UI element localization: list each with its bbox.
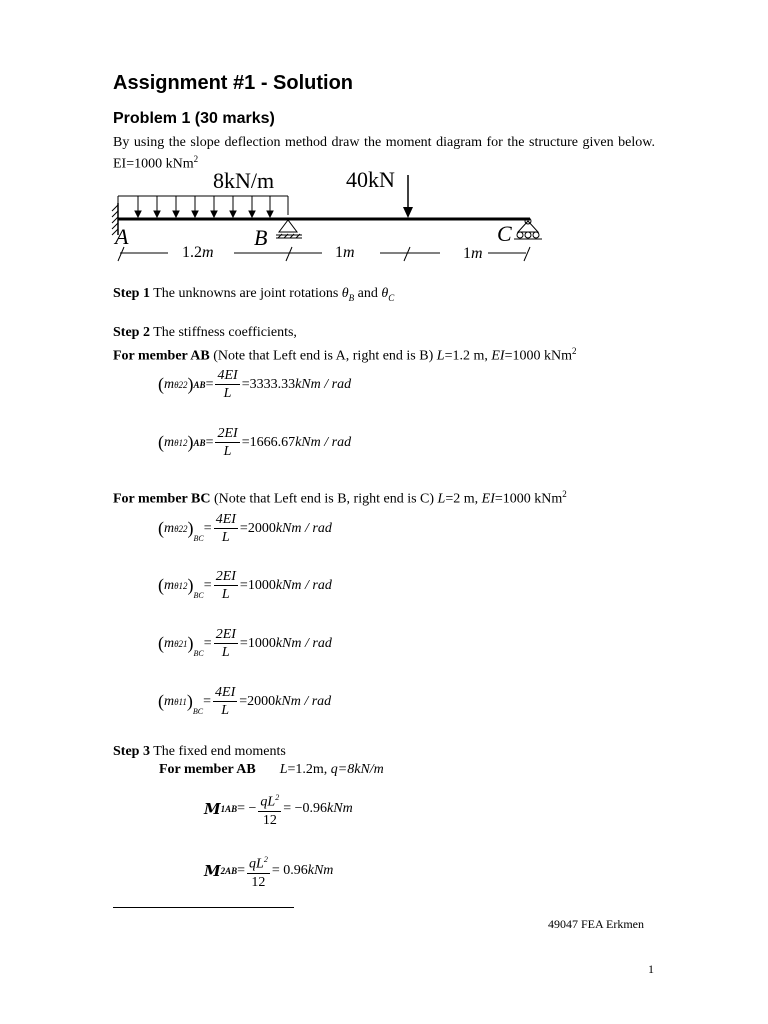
eq-bc-m12: ( m θ12 ) BC = $\frac{2EI}{L}$ = 1000 kNm / rad [158,569,332,602]
step-3-member [159,762,384,778]
eq-unit: kNm / rad [295,434,352,450]
member-bc-EI: EI [481,491,495,507]
fraction-denominator: 12 [251,874,266,890]
eq-equals: = [239,577,248,593]
fraction-denominator: L [221,645,230,660]
eq-sub: θ12 [174,580,188,591]
eq-value: 1000 [247,577,276,593]
distributed-load-label: 8kN/m [213,168,275,193]
eq-equals: = [205,434,214,450]
member-ab-L: L [436,348,445,364]
fraction [215,368,239,401]
member-bc-EIval: =1000 kNm [494,491,563,507]
fraction [258,790,281,828]
theta-c-symbol: θ [381,286,389,301]
eq-unit: kNm / rad [275,577,332,593]
fraction-numerator: 4EI [215,685,236,700]
page-number: 1 [648,962,654,976]
theta-b-sub: B [348,293,355,303]
step-2-text: The stiffness coefficients, [149,325,297,340]
eq-member-sub: BC [192,707,204,716]
fraction [215,426,239,459]
fem-sub: 2AB [220,865,238,876]
step-2 [113,325,297,341]
step-3-text: The fixed end moments [149,744,286,759]
eq-bc-m22: ( m θ22 ) BC = $\frac{4EI}{L}$ = 2000 kNm / rad [158,512,332,545]
node-a-label: A [115,224,129,249]
dim-load-c-label [463,245,483,263]
step-3-L: L [279,762,288,777]
dim-load-c-num: 1 [463,245,471,262]
step-3-q: q [330,762,338,777]
fraction [214,569,238,602]
member-ab-EIval: =1000 kNm [504,348,572,364]
fraction-denominator: L [223,386,232,401]
fraction-numerator: 2EI [217,426,238,441]
problem-statement-text: By using the slope deflection method draw the moment diagram for the structure given below. EI=1000 kNm [113,135,655,172]
member-bc-L: L [437,491,446,507]
footnote-divider [113,907,294,908]
eq-equals: = [241,434,250,450]
fem-sub: 1AB [220,803,238,814]
fem-square: 2 [263,855,268,864]
fraction-denominator: L [223,444,232,459]
step-3 [113,744,286,760]
fraction-denominator: 12 [262,812,277,828]
eq-sub: θ22 [174,523,188,534]
pin-support-b [276,220,302,238]
member-bc-label: For member BC [113,491,211,507]
eq-member-sub: AB [193,437,206,448]
eq-equals: = [205,376,214,392]
fraction-denominator: L [221,530,230,545]
fraction-denominator: L [221,587,230,602]
theta-c-sub: C [388,293,395,303]
problem-statement-sup: 2 [193,154,199,164]
eq-value: 1000 [247,635,276,651]
eq-ab-m12: ( m θ12 ) AB = $\frac{2EI}{L}$ = 1666.67 kNm / rad [158,426,352,459]
fem-qL: qL [249,856,264,872]
eq-equals: = [203,577,212,593]
member-bc-heading [113,486,567,508]
step-1 [113,286,394,306]
eq-sub: θ11 [174,696,187,707]
eq-member-sub: AB [193,379,206,390]
fraction [247,852,270,890]
eq-unit: kNm / rad [275,520,332,536]
eq-equals: = [203,635,212,651]
eq-unit: kNm / rad [275,635,332,651]
fraction-numerator [247,852,270,874]
member-bc-sup: 2 [562,489,567,499]
step-1-and: and [354,286,382,301]
dim-b-load-num: 1 [335,244,343,261]
fem-unit: kNm [307,862,334,878]
footer-code: 49047 FEA Erkmen [548,917,644,931]
point-load-label: 40kN [346,167,395,192]
fem-unit: kNm [327,800,353,816]
dim-ab-unit: m [202,244,214,261]
step-2-label: Step 2 [113,325,150,340]
member-bc-Lval: =2 m, [445,491,482,507]
eq-sub: θ22 [174,379,188,390]
distributed-load-arrows [118,196,288,217]
member-ab-note: (Note that Left end is A, right end is B) [209,348,437,364]
eq-equals: = [203,520,212,536]
fem-2ab [204,852,333,890]
dim-ab-label [182,244,214,262]
fem-symbol: M [204,861,221,880]
eq-member-sub: BC [193,591,204,600]
page-title: Assignment #1 - Solution [113,72,354,94]
eq-unit: kNm / rad [275,693,332,709]
step-3-label: Step 3 [113,744,150,759]
dim-ab-num: 1.2 [182,244,202,261]
member-ab-EI: EI [491,348,505,364]
eq-bc-m11: ( m θ11 ) BC = $\frac{4EI}{L}$ = 2000 kNm / rad [158,685,332,718]
step-3-qval: =8kN/m [337,762,384,777]
eq-m: m [164,693,175,709]
eq-sub: θ12 [174,437,188,448]
node-c-label: C [497,221,512,246]
fraction-numerator: 4EI [215,512,236,527]
member-ab-heading [113,343,576,365]
eq-m: m [164,434,175,450]
fem-square: 2 [275,793,280,802]
eq-ab-m22: ( m θ22 ) AB = $\frac{4EI}{L}$ = 3333.33 kNm / rad [158,368,352,401]
member-ab-sup: 2 [571,346,577,356]
eq-equals: = [239,693,248,709]
eq-bc-m21: ( m θ21 ) BC = $\frac{2EI}{L}$ = 1000 kNm / rad [158,627,332,660]
fem-minus: = − [237,800,257,816]
fraction [213,685,237,718]
fem-qL: qL [260,794,276,810]
fem-value: = −0.96 [283,800,328,816]
fem-equals: = [237,862,246,878]
step-1-text: The unknowns are joint rotations [149,286,342,301]
member-ab-label: For member AB [113,348,210,364]
eq-value: 2000 [247,693,276,709]
fem-1ab [204,790,353,828]
node-b-label: B [254,225,268,250]
fraction-numerator: 2EI [215,569,236,584]
eq-value: 1666.67 [249,434,296,450]
fraction-numerator [258,790,281,812]
problem-heading: Problem 1 (30 marks) [113,110,275,127]
eq-equals: = [239,635,248,651]
fem-value: = 0.96 [271,862,308,878]
theta-b-symbol: θ [341,286,349,301]
member-ab-Lval: =1.2 m, [444,348,492,364]
member-bc-note: (Note that Left end is B, right end is C) [210,491,438,507]
eq-unit: kNm / rad [295,376,352,392]
dim-load-c-unit: m [471,245,483,262]
fraction [214,512,238,545]
eq-sub: θ21 [174,638,188,649]
eq-value: 3333.33 [249,376,296,392]
eq-m: m [164,520,175,536]
eq-equals: = [203,693,212,709]
eq-m: m [164,376,175,392]
eq-member-sub: BC [193,534,204,543]
step-1-label: Step 1 [113,286,150,301]
roller-support-c [514,218,542,239]
fraction [214,627,238,660]
fraction-denominator: L [221,703,230,718]
eq-m: m [164,635,175,651]
fraction-numerator: 4EI [217,368,238,383]
eq-m: m [164,577,175,593]
eq-value: 2000 [247,520,276,536]
eq-member-sub: BC [193,649,204,658]
beam-diagram [110,163,550,275]
step-3-member-label: For member AB [159,762,256,777]
dim-b-load-label [335,244,355,262]
fem-symbol: M [204,799,221,818]
eq-equals: = [241,376,250,392]
step-3-Lval: =1.2m, [287,762,331,777]
dim-b-load-unit: m [343,244,355,261]
fraction-numerator: 2EI [215,627,236,642]
point-load-arrowhead [403,207,413,218]
eq-equals: = [239,520,248,536]
